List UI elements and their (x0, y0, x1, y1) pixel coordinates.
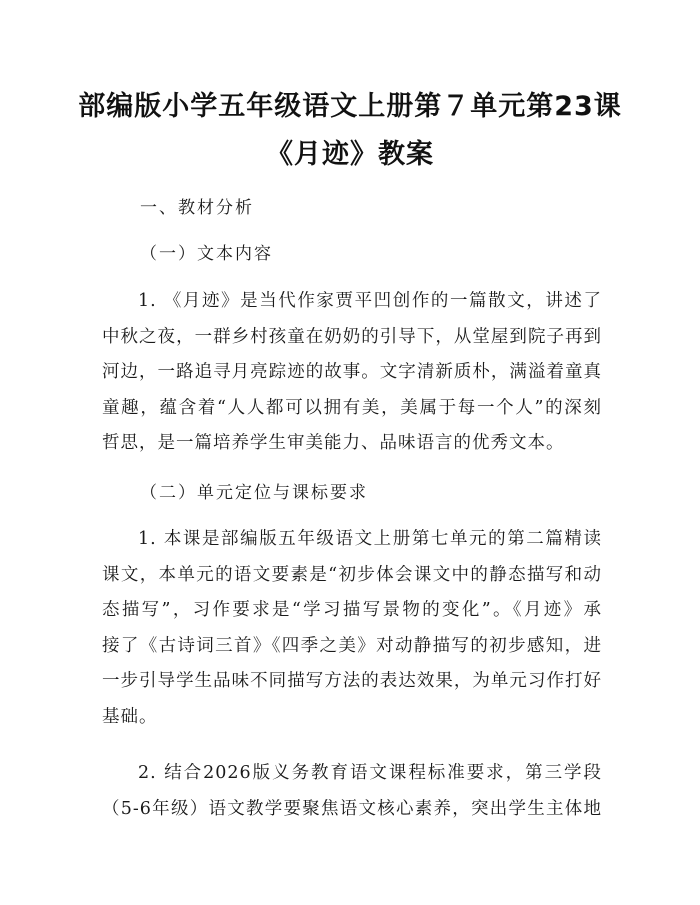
paragraph-line: 课文，本单元的语文要素是“初步体会课文中的静态描写和动 (102, 564, 602, 585)
paragraph-line: 1. 本课是部编版五年级语文上册第七单元的第二篇精读 (138, 529, 602, 549)
paragraph-line: 2. 结合2026版义务教育语文课程标准要求，第三学段 (138, 763, 602, 783)
paragraph-line: 河边，一路追寻月亮踪迹的故事。文字清新质朴，满溢着童真 (102, 362, 602, 382)
paragraph-line: 哲思，是一篇培养学生审美能力、品味语言的优秀文本。 (102, 433, 565, 453)
subsection-heading-text-content: （一）文本内容 (140, 244, 273, 264)
paragraph-curriculum-standard (102, 756, 602, 827)
paragraph-line: 童趣，蕴含着“人人都可以拥有美，美属于每一个人”的深刻 (102, 397, 602, 418)
paragraph-line: （5-6年级）语文教学要聚焦语文核心素养，突出学生主体地 (102, 798, 602, 819)
paragraph-line: 接了《古诗词三首》《四季之美》对动静描写的初步感知，进 (102, 635, 602, 656)
paragraph-line: 基础。 (102, 706, 158, 727)
paragraph-unit-positioning (102, 522, 602, 735)
paragraph-line: 1. 《月迹》是当代作家贾平凹创作的一篇散文，讲述了 (138, 291, 602, 311)
section-heading-textbook-analysis: 一、教材分析 (140, 198, 254, 218)
paragraph-line: 中秋之夜，一群乡村孩童在奶奶的引导下，从堂屋到院子再到 (102, 326, 602, 347)
document-title-line-2: 《月迹》教案 (266, 139, 434, 170)
document-title-line-1: 部编版小学五年级语文上册第７单元第23课 (78, 91, 622, 122)
subsection-heading-unit-positioning: （二）单元定位与课标要求 (140, 483, 368, 503)
paragraph-line: 一步引导学生品味不同描写方法的表达效果，为单元习作打好 (102, 671, 602, 691)
paragraph-line: 态描写”，习作要求是“学习描写景物的变化”。《月迹》承 (102, 600, 602, 620)
paragraph-text-content (102, 284, 602, 462)
